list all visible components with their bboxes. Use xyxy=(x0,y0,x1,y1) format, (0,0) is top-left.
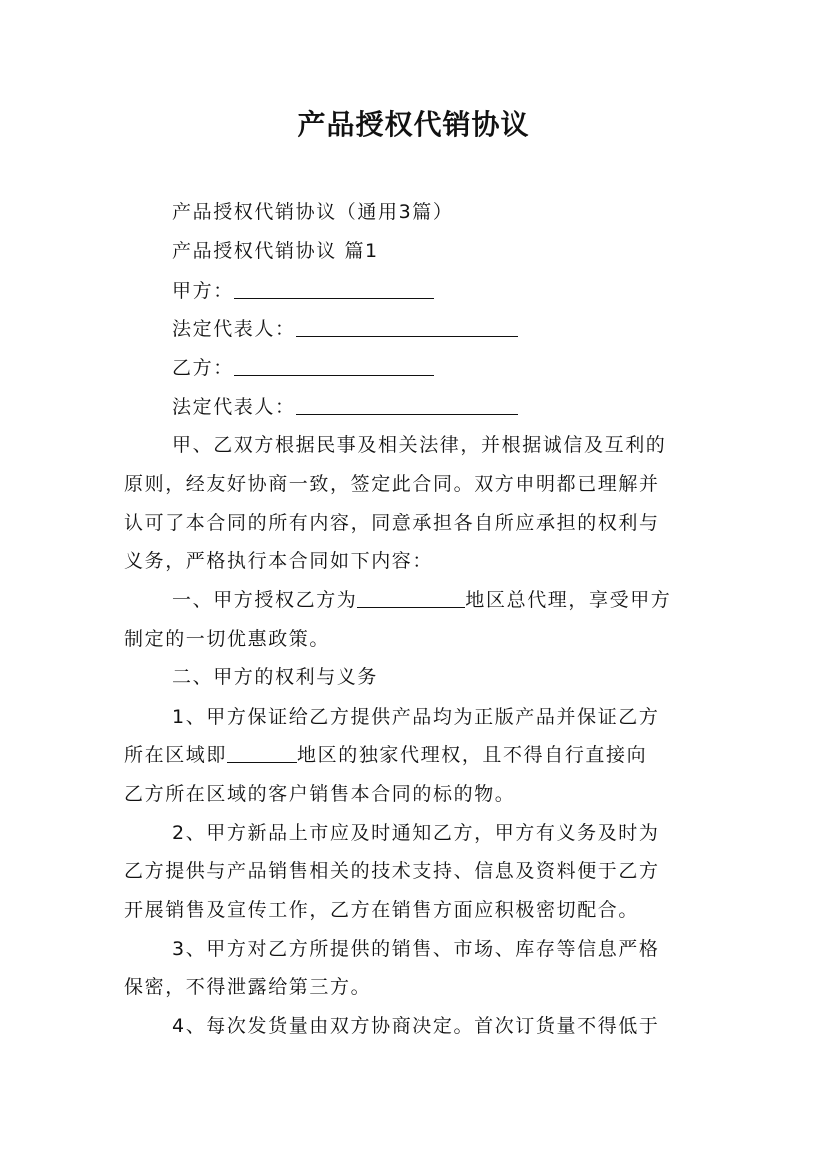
party-b-blank xyxy=(234,357,434,376)
clause-1-text-a: 一、甲方授权乙方为 xyxy=(172,589,358,611)
document-subtitle: 产品授权代销协议（通用3篇） xyxy=(172,201,454,223)
party-a-rep-label: 法定代表人： xyxy=(172,318,296,340)
item-1-text-a: 所在区域即 xyxy=(124,744,228,766)
item-1-blank xyxy=(227,744,297,763)
item-3-line-2: 保密，不得泄露给第三方。 xyxy=(124,976,372,998)
intro-line-4: 义务，严格执行本合同如下内容： xyxy=(124,550,434,572)
party-b-line xyxy=(172,356,752,380)
party-b-rep-blank xyxy=(296,396,518,415)
intro-line-3: 认可了本合同的所有内容，同意承担各自所应承担的权利与 xyxy=(124,512,660,534)
item-1-line-3: 乙方所在区域的客户销售本合同的标的物。 xyxy=(124,783,516,805)
intro-line-2: 原则，经友好协商一致，签定此合同。双方申明都已理解并 xyxy=(124,473,660,495)
party-b-rep-label: 法定代表人： xyxy=(172,396,296,418)
party-a-line xyxy=(172,279,752,303)
party-a-rep-blank xyxy=(296,318,518,337)
item-1-text-b: 地区的独家代理权，且不得自行直接向 xyxy=(297,744,648,766)
clause-2-heading: 二、甲方的权利与义务 xyxy=(172,666,379,688)
party-b-rep-line xyxy=(172,395,752,419)
clause-1-line-1 xyxy=(172,588,752,612)
party-a-label: 甲方： xyxy=(172,280,234,302)
party-a-blank xyxy=(234,280,434,299)
document-title: 产品授权代销协议 xyxy=(297,108,530,141)
party-a-rep-line xyxy=(172,317,752,341)
item-2-line-3: 开展销售及宣传工作，乙方在销售方面应积极密切配合。 xyxy=(124,899,640,921)
clause-1-blank xyxy=(357,589,465,608)
section-heading: 产品授权代销协议 篇1 xyxy=(172,240,379,262)
item-1-line-1: 1、甲方保证给乙方提供产品均为正版产品并保证乙方 xyxy=(172,706,660,728)
item-2-line-1: 2、甲方新品上市应及时通知乙方，甲方有义务及时为 xyxy=(172,822,660,844)
clause-1-line-2: 制定的一切优惠政策。 xyxy=(124,628,331,650)
item-2-line-2: 乙方提供与产品销售相关的技术支持、信息及资料便于乙方 xyxy=(124,860,660,882)
item-1-line-2 xyxy=(124,743,704,767)
item-3-line-1: 3、甲方对乙方所提供的销售、市场、库存等信息严格 xyxy=(172,938,660,960)
item-4-line-1: 4、每次发货量由双方协商决定。首次订货量不得低于 xyxy=(172,1015,660,1037)
clause-1-text-b: 地区总代理，享受甲方 xyxy=(465,589,672,611)
intro-line-1: 甲、乙双方根据民事及相关法律，并根据诚信及互利的 xyxy=(172,434,667,456)
party-b-label: 乙方： xyxy=(172,357,234,379)
